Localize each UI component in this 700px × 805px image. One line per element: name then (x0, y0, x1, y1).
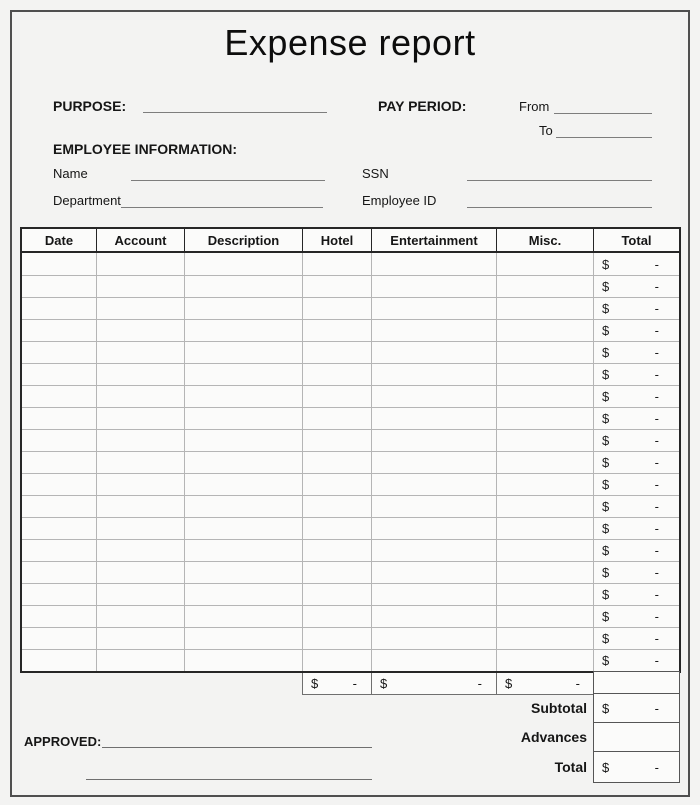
category-totals-row (302, 673, 594, 695)
amount-currency: $ (602, 565, 610, 580)
cell-description[interactable] (185, 452, 303, 473)
column-header-entertainment: Entertainment (372, 229, 497, 251)
cell-date[interactable] (22, 650, 97, 671)
amount-currency: $ (602, 389, 610, 404)
cell-date[interactable] (22, 364, 97, 385)
cell-misc[interactable] (497, 606, 594, 627)
cell-total[interactable] (594, 518, 679, 539)
expense-table-header (22, 229, 679, 253)
cell-misc[interactable] (497, 474, 594, 495)
cell-hotel[interactable] (303, 386, 372, 407)
cell-date[interactable] (22, 342, 97, 363)
cell-misc[interactable] (497, 298, 594, 319)
cell-account[interactable] (97, 540, 185, 561)
cell-total[interactable] (594, 584, 679, 605)
cell-date[interactable] (22, 628, 97, 649)
cell-total[interactable] (594, 650, 679, 671)
cell-misc[interactable] (497, 584, 594, 605)
cell-hotel[interactable] (303, 496, 372, 517)
cell-account[interactable] (97, 276, 185, 297)
expense-table-row (22, 539, 679, 561)
cell-account[interactable] (97, 584, 185, 605)
cell-hotel[interactable] (303, 628, 372, 649)
purpose-input-line[interactable] (143, 97, 327, 113)
pay-period-label: PAY PERIOD: (378, 98, 467, 114)
column-header-hotel: Hotel (303, 229, 372, 251)
employee-info-label: EMPLOYEE INFORMATION: (53, 141, 238, 157)
total-cell[interactable] (594, 752, 679, 782)
amount-value: - (654, 433, 659, 448)
cell-misc[interactable] (497, 276, 594, 297)
cell-hotel[interactable] (303, 276, 372, 297)
expense-table-row (22, 517, 679, 539)
cell-hotel[interactable] (303, 452, 372, 473)
cell-account[interactable] (97, 650, 185, 671)
amount-value: - (575, 676, 580, 691)
amount-value: - (654, 477, 659, 492)
amount-currency: $ (602, 367, 610, 382)
approved-signature-line-2[interactable] (86, 764, 372, 780)
expense-table-row (22, 363, 679, 385)
amount-value: - (654, 653, 659, 668)
cell-entertainment[interactable] (372, 253, 497, 275)
amount-value: - (654, 323, 659, 338)
cell-description[interactable] (185, 540, 303, 561)
amount-value: - (654, 345, 659, 360)
cell-date[interactable] (22, 584, 97, 605)
cell-hotel[interactable] (303, 518, 372, 539)
cell-entertainment[interactable] (372, 496, 497, 517)
column-header-total: Total (621, 233, 652, 248)
amount-value: - (654, 499, 659, 514)
cell-description[interactable] (185, 276, 303, 297)
cell-date[interactable] (22, 253, 97, 275)
summary-spacer-cell (594, 672, 679, 694)
cell-entertainment[interactable] (372, 540, 497, 561)
cell-date[interactable] (22, 518, 97, 539)
amount-value: - (654, 609, 659, 624)
cell-date[interactable] (22, 408, 97, 429)
approved-signature-line[interactable] (102, 732, 372, 748)
amount-value: - (654, 759, 659, 775)
amount-currency: $ (602, 631, 610, 646)
cell-hotel[interactable] (303, 298, 372, 319)
expense-table-row (22, 429, 679, 451)
cell-description[interactable] (185, 386, 303, 407)
cell-date[interactable] (22, 562, 97, 583)
expense-table (20, 227, 681, 673)
cell-total[interactable] (594, 408, 679, 429)
name-label: Name (53, 166, 88, 181)
cell-account[interactable] (97, 430, 185, 451)
expense-table-row (22, 605, 679, 627)
cell-entertainment[interactable] (372, 364, 497, 385)
amount-value: - (654, 543, 659, 558)
cell-description[interactable] (185, 364, 303, 385)
amount-value: - (654, 700, 659, 716)
cell-total[interactable] (594, 540, 679, 561)
amount-currency: $ (602, 759, 610, 775)
cell-date[interactable] (22, 276, 97, 297)
cell-date[interactable] (22, 298, 97, 319)
amount-currency: $ (602, 543, 610, 558)
amount-currency: $ (602, 323, 610, 338)
amount-currency: $ (602, 587, 610, 602)
cell-hotel[interactable] (303, 342, 372, 363)
amount-currency: $ (602, 279, 610, 294)
expense-table-row (22, 341, 679, 363)
amount-value: - (654, 565, 659, 580)
cell-hotel[interactable] (303, 253, 372, 275)
cell-entertainment[interactable] (372, 650, 497, 671)
cell-description[interactable] (185, 320, 303, 341)
cell-misc[interactable] (497, 518, 594, 539)
column-header-description: Description (185, 229, 303, 251)
department-label: Department (53, 193, 121, 208)
cell-description[interactable] (185, 253, 303, 275)
cell-hotel[interactable] (303, 408, 372, 429)
amount-currency: $ (602, 700, 610, 716)
amount-currency: $ (602, 345, 610, 360)
cell-total[interactable] (594, 474, 679, 495)
cell-hotel[interactable] (303, 320, 372, 341)
cell-total[interactable] (594, 562, 679, 583)
amount-currency: $ (505, 676, 513, 691)
amount-currency: $ (602, 653, 610, 668)
amount-value: - (654, 521, 659, 536)
cell-total[interactable] (594, 386, 679, 407)
cell-description[interactable] (185, 298, 303, 319)
cell-account[interactable] (97, 452, 185, 473)
cell-total[interactable] (594, 628, 679, 649)
ssn-input-line[interactable] (467, 165, 652, 181)
cell-hotel[interactable] (303, 584, 372, 605)
amount-currency: $ (380, 676, 388, 691)
cell-hotel[interactable] (303, 562, 372, 583)
name-input-line[interactable] (131, 165, 325, 181)
cell-entertainment[interactable] (372, 518, 497, 539)
amount-currency: $ (602, 609, 610, 624)
cell-misc[interactable] (497, 386, 594, 407)
cell-hotel[interactable] (303, 540, 372, 561)
amount-currency: $ (602, 256, 610, 272)
amount-value: - (654, 455, 659, 470)
cell-account[interactable] (97, 298, 185, 319)
cell-misc[interactable] (497, 408, 594, 429)
cell-entertainment[interactable] (372, 276, 497, 297)
cell-account[interactable] (97, 496, 185, 517)
cell-misc[interactable] (497, 562, 594, 583)
cell-account[interactable] (97, 320, 185, 341)
cell-entertainment[interactable] (372, 584, 497, 605)
expense-table-row (22, 561, 679, 583)
cell-description[interactable] (185, 496, 303, 517)
expense-table-body (22, 253, 679, 671)
misc-total-cell[interactable] (497, 673, 594, 694)
ssn-label: SSN (362, 166, 389, 181)
cell-date[interactable] (22, 430, 97, 451)
to-input-line[interactable] (556, 122, 652, 138)
cell-entertainment[interactable] (372, 628, 497, 649)
cell-account[interactable] (97, 562, 185, 583)
cell-account[interactable] (97, 408, 185, 429)
total-label: Total (554, 759, 587, 775)
cell-date[interactable] (22, 496, 97, 517)
cell-date[interactable] (22, 452, 97, 473)
cell-entertainment[interactable] (372, 606, 497, 627)
cell-hotel[interactable] (303, 606, 372, 627)
amount-value: - (654, 279, 659, 294)
cell-total[interactable] (594, 276, 679, 297)
cell-misc[interactable] (497, 496, 594, 517)
employee-id-label: Employee ID (362, 193, 437, 208)
advances-cell[interactable] (594, 723, 679, 752)
amount-currency: $ (602, 301, 610, 316)
expense-table-row (22, 473, 679, 495)
form-title: Expense report (224, 22, 476, 63)
amount-currency: $ (602, 411, 610, 426)
cell-date[interactable] (22, 320, 97, 341)
cell-account[interactable] (97, 628, 185, 649)
amount-currency: $ (311, 676, 319, 691)
cell-total[interactable] (594, 496, 679, 517)
amount-value: - (654, 389, 659, 404)
amount-value: - (654, 631, 659, 646)
cell-entertainment[interactable] (372, 408, 497, 429)
to-label: To (539, 123, 553, 138)
approved-label: APPROVED: (24, 734, 102, 749)
cell-date[interactable] (22, 540, 97, 561)
cell-total[interactable] (594, 298, 679, 319)
expense-table-row (22, 451, 679, 473)
subtotal-label: Subtotal (531, 700, 587, 716)
amount-value: - (654, 256, 659, 272)
cell-date[interactable] (22, 474, 97, 495)
expense-table-row (22, 495, 679, 517)
expense-table-row (22, 385, 679, 407)
cell-total[interactable] (594, 430, 679, 451)
amount-value: - (654, 411, 659, 426)
cell-description[interactable] (185, 584, 303, 605)
department-input-line[interactable] (121, 192, 323, 208)
amount-value: - (654, 587, 659, 602)
cell-hotel[interactable] (303, 650, 372, 671)
amount-value: - (477, 676, 482, 691)
cell-entertainment[interactable] (372, 320, 497, 341)
cell-misc[interactable] (497, 364, 594, 385)
advances-label: Advances (520, 729, 587, 745)
cell-hotel[interactable] (303, 430, 372, 451)
cell-misc[interactable] (497, 540, 594, 561)
hotel-total-cell[interactable] (303, 673, 372, 694)
employee-id-input-line[interactable] (467, 192, 652, 208)
cell-total[interactable] (594, 253, 679, 275)
cell-entertainment[interactable] (372, 386, 497, 407)
cell-account[interactable] (97, 474, 185, 495)
cell-total[interactable] (594, 606, 679, 627)
cell-misc[interactable] (497, 342, 594, 363)
cell-entertainment[interactable] (372, 298, 497, 319)
cell-date[interactable] (22, 606, 97, 627)
cell-entertainment[interactable] (372, 452, 497, 473)
cell-entertainment[interactable] (372, 430, 497, 451)
cell-account[interactable] (97, 253, 185, 275)
cell-total[interactable] (594, 320, 679, 341)
cell-date[interactable] (22, 386, 97, 407)
cell-misc[interactable] (497, 253, 594, 275)
cell-description[interactable] (185, 606, 303, 627)
cell-description[interactable] (185, 562, 303, 583)
cell-misc[interactable] (497, 320, 594, 341)
column-header-date: Date (22, 229, 97, 251)
amount-currency: $ (602, 477, 610, 492)
amount-value: - (654, 301, 659, 316)
cell-total[interactable] (594, 452, 679, 473)
expense-table-row (22, 627, 679, 649)
amount-currency: $ (602, 499, 610, 514)
amount-currency: $ (602, 433, 610, 448)
expense-table-row (22, 649, 679, 671)
expense-table-row (22, 319, 679, 341)
expense-table-row (22, 407, 679, 429)
cell-description[interactable] (185, 518, 303, 539)
cell-description[interactable] (185, 430, 303, 451)
cell-account[interactable] (97, 386, 185, 407)
cell-account[interactable] (97, 364, 185, 385)
cell-hotel[interactable] (303, 474, 372, 495)
cell-misc[interactable] (497, 452, 594, 473)
subtotal-cell[interactable] (594, 694, 679, 723)
cell-description[interactable] (185, 628, 303, 649)
column-header-misc: Misc. (497, 229, 594, 251)
from-input-line[interactable] (554, 98, 652, 114)
amount-currency: $ (602, 455, 610, 470)
cell-account[interactable] (97, 342, 185, 363)
cell-account[interactable] (97, 606, 185, 627)
from-label: From (519, 99, 550, 114)
cell-total[interactable] (594, 364, 679, 385)
cell-account[interactable] (97, 518, 185, 539)
cell-hotel[interactable] (303, 364, 372, 385)
cell-description[interactable] (185, 342, 303, 363)
expense-table-row (22, 253, 679, 275)
expense-table-row (22, 275, 679, 297)
summary-box (593, 671, 680, 783)
cell-description[interactable] (185, 408, 303, 429)
expense-table-row (22, 583, 679, 605)
expense-table-row (22, 297, 679, 319)
entertainment-total-cell[interactable] (372, 673, 497, 694)
cell-entertainment[interactable] (372, 474, 497, 495)
cell-misc[interactable] (497, 628, 594, 649)
amount-value: - (352, 676, 357, 691)
cell-misc[interactable] (497, 650, 594, 671)
cell-entertainment[interactable] (372, 562, 497, 583)
amount-currency: $ (602, 521, 610, 536)
amount-value: - (654, 367, 659, 382)
cell-description[interactable] (185, 474, 303, 495)
purpose-label: PURPOSE: (53, 98, 127, 114)
cell-entertainment[interactable] (372, 342, 497, 363)
cell-misc[interactable] (497, 430, 594, 451)
cell-total[interactable] (594, 342, 679, 363)
column-header-account: Account (97, 229, 185, 251)
cell-description[interactable] (185, 650, 303, 671)
